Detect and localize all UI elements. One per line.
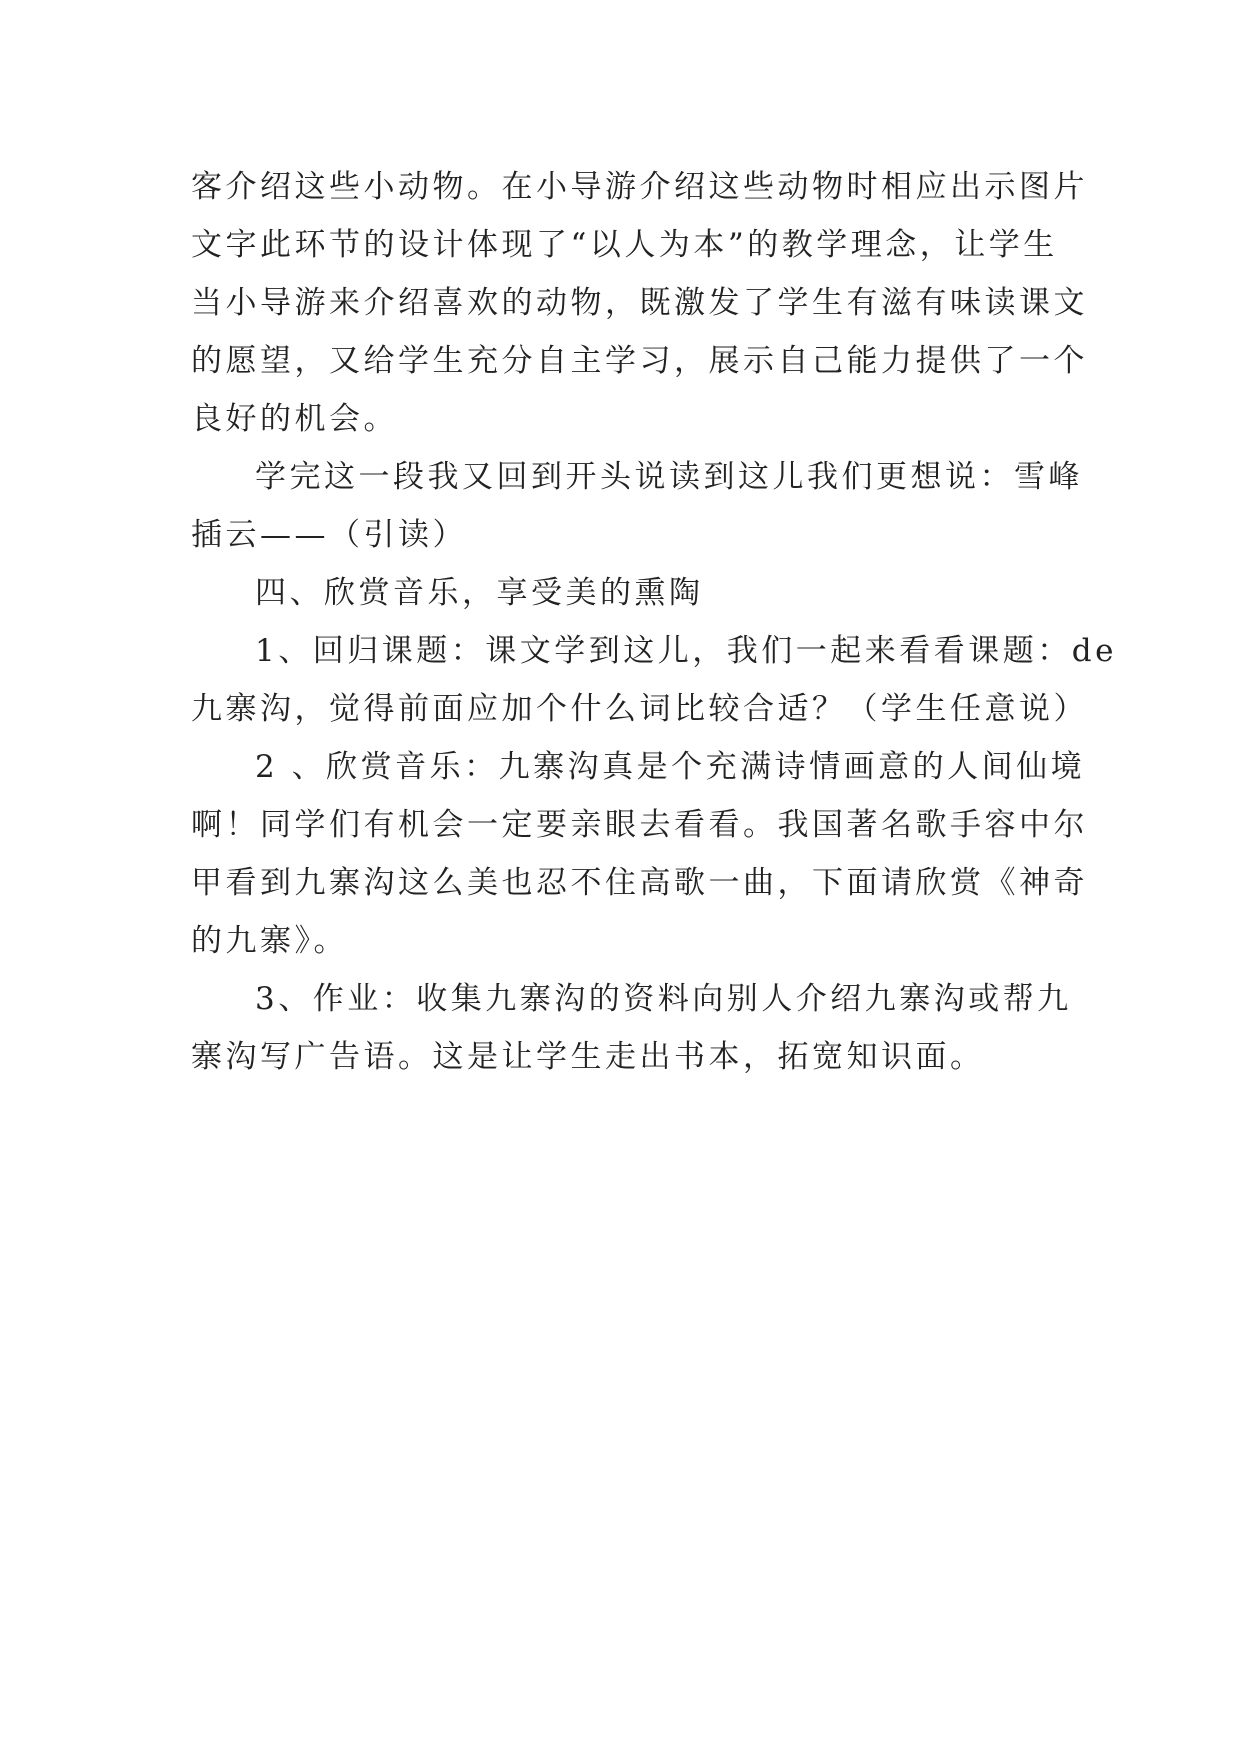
paragraph-start-line: 3、作业：收集九寨沟的资料向别人介绍九寨沟或帮九 bbox=[255, 981, 1072, 1017]
text-line: 当小导游来介绍喜欢的动物，既激发了学生有滋有味读课文 bbox=[191, 285, 1088, 321]
text-line: 的九寨》。 bbox=[191, 923, 348, 959]
text-line: 客介绍这些小动物。在小导游介绍这些动物时相应出示图片 bbox=[191, 169, 1088, 205]
paragraph-start-line: 1、回归课题：课文学到这儿，我们一起来看看课题：de bbox=[255, 633, 1117, 669]
text-line: 良好的机会。 bbox=[191, 401, 398, 437]
body-text bbox=[191, 158, 1117, 1086]
text-line: 甲看到九寨沟这么美也忍不住高歌一曲，下面请欣赏《神奇 bbox=[191, 865, 1088, 901]
text-line: 文字此环节的设计体现了“以人为本”的教学理念，让学生 bbox=[191, 227, 1058, 263]
text-line: 插云——（引读） bbox=[191, 517, 467, 553]
text-line: 寨沟写广告语。这是让学生走出书本，拓宽知识面。 bbox=[191, 1039, 985, 1075]
text-line: 九寨沟，觉得前面应加个什么词比较合适？（学生任意说） bbox=[191, 691, 1088, 727]
section-heading: 四、欣赏音乐，享受美的熏陶 bbox=[255, 575, 704, 611]
text-line: 的愿望，又给学生充分自主学习，展示自己能力提供了一个 bbox=[191, 343, 1088, 379]
text-line: 啊！同学们有机会一定要亲眼去看看。我国著名歌手容中尔 bbox=[191, 807, 1088, 843]
paragraph-start-line: 2 、欣赏音乐：九寨沟真是个充满诗情画意的人间仙境 bbox=[255, 749, 1086, 785]
paragraph-start-line: 学完这一段我又回到开头说读到这儿我们更想说：雪峰 bbox=[255, 459, 1083, 495]
